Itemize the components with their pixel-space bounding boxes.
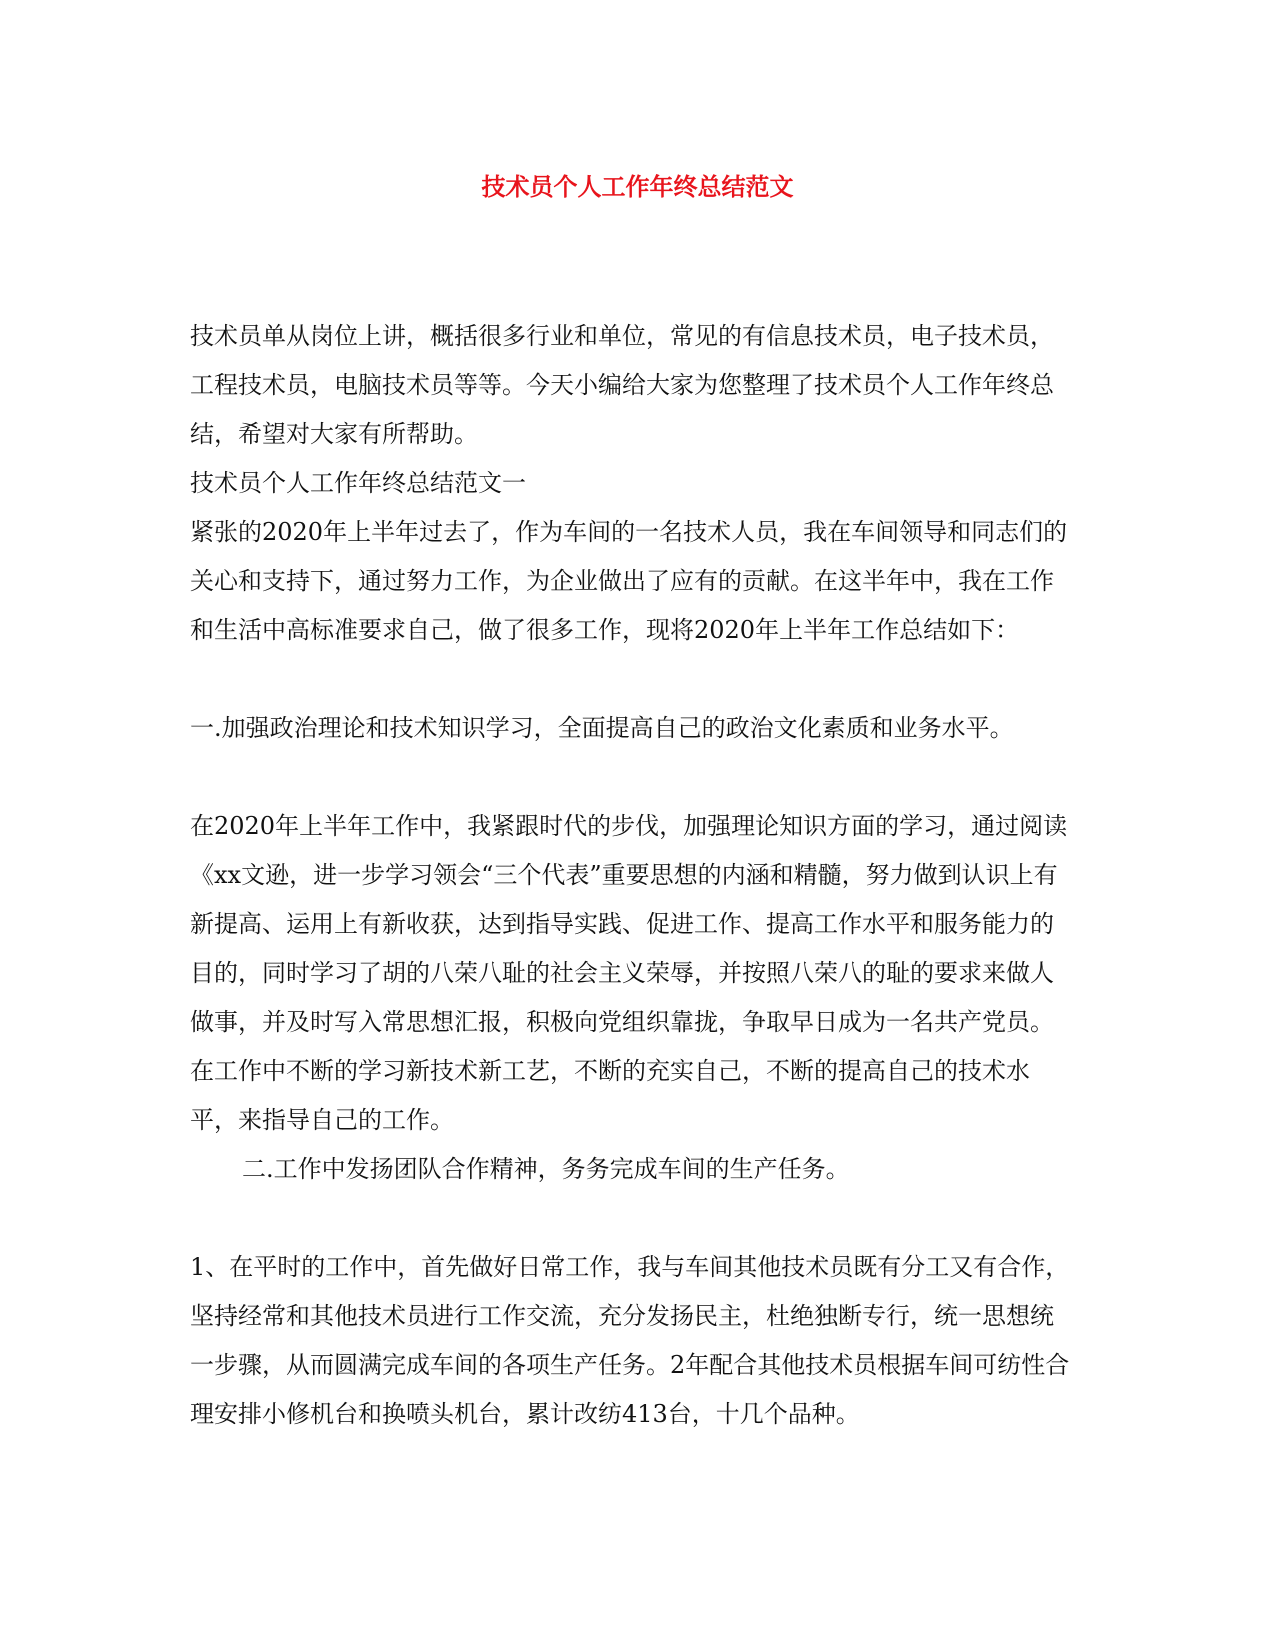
paragraph-spacer [190, 753, 1070, 802]
opening-paragraph: 紧张的2020年上半年过去了，作为车间的一名技术人员，我在车间领导和同志们的关心和支持下，通过努力工作，为企业做出了应有的贡献。在这半年中，我在工作和生活中高标准要求自己，做了很多工作，现将2020年上半年工作总结如下： [190, 518, 1068, 644]
paragraph-spacer [190, 655, 1070, 704]
point-one-heading: 一.加强政治理论和技术知识学习，全面提高自己的政治文化素质和业务水平。 [190, 714, 1014, 742]
paragraph-spacer [190, 1194, 1070, 1243]
item-one-paragraph: 1、在平时的工作中，首先做好日常工作，我与车间其他技术员既有分工又有合作，坚持经常和其他技术员进行工作交流，充分发扬民主，杜绝独断专行，统一思想统一步骤，从而圆满完成车间的各项生产任务。2年配合其他技术员根据车间可纺性合理安排小修机台和换喷头机台，累计改纺413台，十几个品种。 [190, 1253, 1070, 1428]
document-body [190, 312, 1070, 1439]
point-two-heading: 二.工作中发扬团队合作精神，务务完成车间的生产任务。 [242, 1155, 850, 1183]
document-title: 技术员个人工作年终总结范文 [481, 172, 794, 201]
point-one-paragraph: 在2020年上半年工作中，我紧跟时代的步伐，加强理论知识方面的学习，通过阅读《xx文逊，进一步学习领会“三个代表”重要思想的内涵和精髓，努力做到认识上有新提高、运用上有新收获，达到指导实践、促进工作、提高工作水平和服务能力的目的，同时学习了胡的八荣八耻的社会主义荣辱，并按照八荣八的耻的要求来做人做事，并及时写入常思想汇报，积极向党组织靠拢，争取早日成为一名共产党员。在工作中不断的学习新技术新工艺，不断的充实自己，不断的提高自己的技术水平，来指导自己的工作。 [190, 812, 1068, 1134]
section-heading-sample-one: 技术员个人工作年终总结范文一 [190, 469, 526, 497]
intro-paragraph: 技术员单从岗位上讲，概括很多行业和单位，常见的有信息技术员，电子技术员，工程技术员，电脑技术员等等。今天小编给大家为您整理了技术员个人工作年终总结，希望对大家有所帮助。 [190, 322, 1054, 448]
